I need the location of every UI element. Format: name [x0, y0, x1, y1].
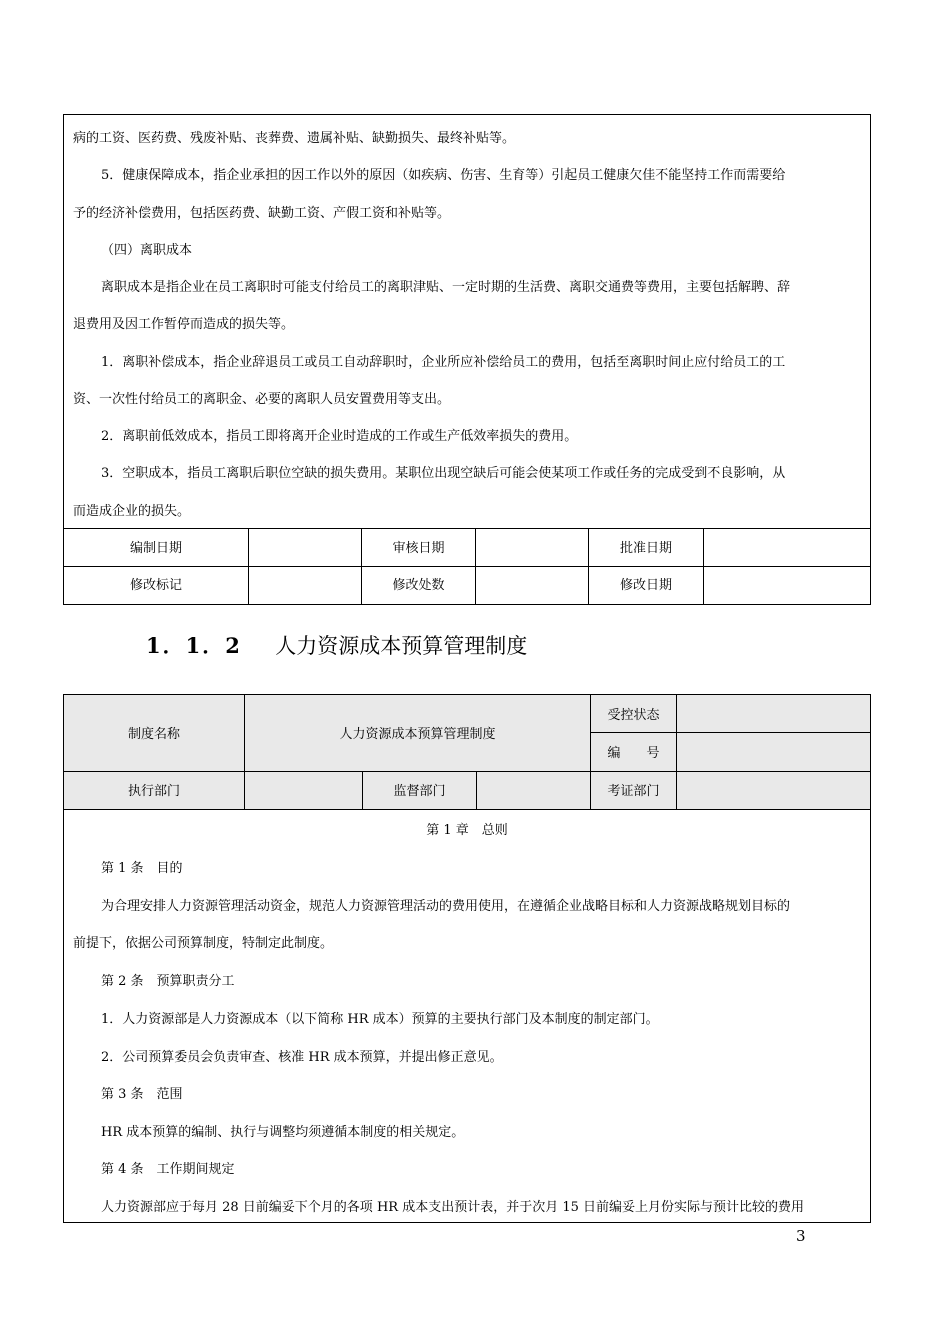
serial-number-label: 编 号 — [607, 746, 660, 761]
supervise-dept-label: 监督部门 — [393, 784, 446, 799]
compile-date-label: 编制日期 — [129, 541, 182, 556]
paragraph-line: 离职成本是指企业在员工离职时可能支付给员工的离职津贴、一定时期的生活费、离职交通费等费用，主要包括解聘、辞 — [101, 280, 791, 295]
review-date-label: 审核日期 — [392, 541, 445, 556]
paragraph-line: 2．离职前低效成本，指员工即将离开企业时造成的工作或生产低效率损失的费用。 — [101, 429, 578, 444]
cost-table-continued — [63, 114, 871, 605]
system-name-value: 人力资源成本预算管理制度 — [339, 727, 496, 742]
row-divider — [64, 809, 870, 810]
paragraph-line: 前提下，依据公司预算制度，特制定此制度。 — [73, 936, 334, 951]
paragraph-line: 资、一次性付给员工的离职金、必要的离职人员安置费用等支出。 — [73, 392, 451, 407]
cost-text-block — [64, 115, 870, 528]
col-divider — [703, 528, 704, 604]
col-divider — [476, 771, 477, 809]
article-title: 第 1 条 目的 — [101, 861, 183, 876]
article-title: 第 3 条 范围 — [101, 1087, 183, 1102]
article-title: 第 4 条 工作期间规定 — [101, 1162, 235, 1177]
col-divider — [475, 528, 476, 604]
approve-date-label: 批准日期 — [619, 541, 672, 556]
exec-dept-label: 执行部门 — [127, 784, 180, 799]
paragraph-line: 予的经济补偿费用，包括医药费、缺勤工资、产假工资和补贴等。 — [73, 206, 451, 221]
paragraph-line: 1．人力资源部是人力资源成本（以下简称 HR 成本）预算的主要执行部门及本制度的制定部门。 — [101, 1012, 659, 1027]
control-status-label: 受控状态 — [607, 708, 660, 723]
section-number: 1．1．2 — [146, 633, 242, 658]
verify-dept-label: 考证部门 — [607, 784, 660, 799]
paragraph-line: 人力资源部应于每月 28 日前编妥下个月的各项 HR 成本支出预计表，并于次月 15 日前编妥上月份实际与预计比较的费用 — [101, 1200, 805, 1215]
col-divider — [248, 528, 249, 604]
paragraph-line: 退费用及因工作暂停而造成的损失等。 — [73, 317, 295, 332]
revision-mark-label: 修改标记 — [129, 578, 182, 593]
row-divider — [64, 528, 870, 529]
col-divider — [676, 695, 677, 809]
budget-policy-table — [63, 694, 871, 1223]
row-divider — [64, 566, 870, 567]
paragraph-line: 为合理安排人力资源管理活动资金，规范人力资源管理活动的费用使用，在遵循企业战略目标和人力资源战略规划目标的 — [101, 899, 791, 914]
paragraph-line: 5．健康保障成本，指企业承担的因工作以外的原因（如疾病、伤害、生育等）引起员工健康欠佳不能坚持工作而需要给 — [101, 168, 786, 183]
chapter-title: 第 1 章 总则 — [426, 823, 508, 838]
paragraph-line: 1．离职补偿成本，指企业辞退员工或员工自动辞职时，企业所应补偿给员工的费用，包括至离职时间止应付给员工的工 — [101, 355, 786, 370]
paragraph-line: 病的工资、医药费、残废补贴、丧葬费、遗属补贴、缺勤损失、最终补贴等。 — [73, 131, 516, 146]
col-divider — [244, 695, 245, 809]
page-number: 3 — [796, 1227, 806, 1245]
article-title: 第 2 条 预算职责分工 — [101, 974, 235, 989]
revision-count-label: 修改处数 — [392, 578, 445, 593]
paragraph-line: 2．公司预算委员会负责审查、核准 HR 成本预算，并提出修正意见。 — [101, 1050, 503, 1065]
revision-date-label: 修改日期 — [619, 578, 672, 593]
row-divider — [590, 732, 870, 733]
row-divider — [64, 771, 870, 772]
system-name-label: 制度名称 — [127, 727, 180, 742]
paragraph-line: HR 成本预算的编制、执行与调整均须遵循本制度的相关规定。 — [101, 1125, 465, 1140]
section-heading: （四）离职成本 — [101, 243, 193, 258]
paragraph-line: 3．空职成本，指员工离职后职位空缺的损失费用。某职位出现空缺后可能会使某项工作或任务的完成受到不良影响，从 — [101, 466, 786, 481]
section-title — [146, 630, 527, 662]
section-title-text: 人力资源成本预算管理制度 — [275, 634, 528, 658]
paragraph-line: 而造成企业的损失。 — [73, 504, 191, 519]
